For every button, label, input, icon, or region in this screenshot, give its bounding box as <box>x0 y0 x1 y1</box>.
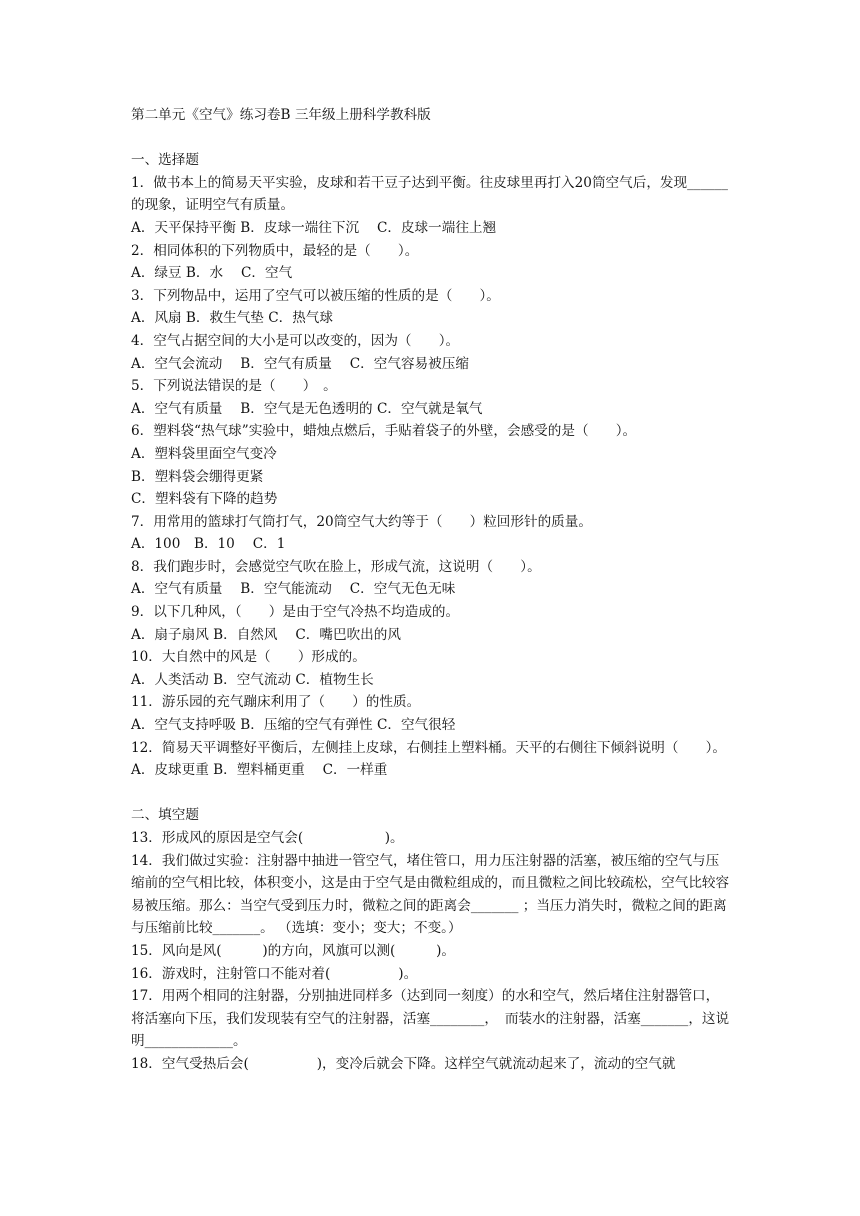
question-14: 14．我们做过实验：注射器中抽进一管空气，堵住管口，用力压注射器的活塞，被压缩的空气与压缩前的空气相比较，体积变小，这是由于空气是由微粒组成的，而且微粒之间比较疏松，空气比较容易被压缩。那么：当空气受到压力时，微粒之间的距离会_______ ；当压力消失时，微粒之间的距离与压缩前比较_______。 （选填：变小；变大；不变。） <box>131 852 730 937</box>
section-heading-choice: 一、选择题 <box>131 152 199 169</box>
options-7: A．100 B．10 C．1 <box>131 536 286 553</box>
section-spacer <box>131 782 731 805</box>
options-6b: B．塑料袋会绷得更紧 <box>131 468 264 485</box>
question-2: 2．相同体积的下列物质中，最轻的是（ ）。 <box>131 242 419 259</box>
question-1: 1．做书本上的简易天平实验，皮球和若干豆子达到平衡。往皮球里再打入20筒空气后，发现______的现象，证明空气有质量。 <box>131 174 728 214</box>
document-title: 第二单元《空气》练习卷B 三年级上册科学教科版 <box>131 107 431 123</box>
question-16: 16．游戏时，注射管口不能对着( )。 <box>131 965 418 982</box>
options-12: A．皮球更重 B．塑料桶更重 C．一样重 <box>131 762 388 779</box>
options-9: A．扇子扇风 B．自然风 C．嘴巴吹出的风 <box>131 626 401 643</box>
question-3: 3．下列物品中，运用了空气可以被压缩的性质的是（ ）。 <box>131 287 500 304</box>
question-15: 15．风向是风( )的方向，风旗可以测( )。 <box>131 942 455 959</box>
options-2: A．绿豆 B．水 C．空气 <box>131 265 293 282</box>
section-heading-fill: 二、填空题 <box>131 807 199 824</box>
question-13: 13．形成风的原因是空气会( )。 <box>131 830 404 846</box>
options-1: A．天平保持平衡 B．皮球一端往下沉 C．皮球一端往上翘 <box>131 219 497 236</box>
document-body <box>131 104 731 1076</box>
options-6c: C．塑料袋有下降的趋势 <box>131 491 278 508</box>
options-5: A．空气有质量 B．空气是无色透明的 C．空气就是氧气 <box>131 400 483 417</box>
question-11: 11．游乐园的充气蹦床利用了（ ）的性质。 <box>131 694 421 711</box>
question-9: 9．以下几种风，（ ）是由于空气冷热不均造成的。 <box>131 604 460 621</box>
question-10: 10．大自然中的风是（ ）形成的。 <box>131 649 366 666</box>
question-18: 18．空气受热后会( )，变冷后就会下降。这样空气就流动起来了，流动的空气就 <box>131 1055 676 1072</box>
options-3: A．风扇 B．救生气垫 C．热气球 <box>131 310 333 327</box>
question-8: 8．我们跑步时，会感觉空气吹在脸上，形成气流，这说明（ ）。 <box>131 558 541 575</box>
question-7: 7．用常用的篮球打气筒打气，20筒空气大约等于（ ）粒回形针的质量。 <box>131 513 592 530</box>
options-6a: A．塑料袋里面空气变冷 <box>131 445 277 462</box>
question-17: 17．用两个相同的注射器，分别抽进同样多（达到同一刻度）的水和空气，然后堵住注射器管口，将活塞向下压，我们发现装有空气的注射器，活塞________， 而装水的注射器，活塞_______，这说明_____________。 <box>131 988 730 1050</box>
question-4: 4．空气占据空间的大小是可以改变的，因为（ ）。 <box>131 332 460 349</box>
options-4: A．空气会流动 B．空气有质量 C．空气容易被压缩 <box>131 355 469 372</box>
options-11: A．空气支持呼吸 B．压缩的空气有弹性 C．空气很轻 <box>131 717 456 734</box>
options-8: A．空气有质量 B．空气能流动 C．空气无色无味 <box>131 581 456 598</box>
question-6: 6．塑料袋“热气球”实验中，蜡烛点燃后，手贴着袋子的外壁，会感受的是（ ）。 <box>131 423 637 440</box>
question-12: 12．简易天平调整好平衡后，左侧挂上皮球，右侧挂上塑料桶。天平的右侧往下倾斜说明（ ）。 <box>131 739 727 756</box>
options-10: A．人类活动 B．空气流动 C．植物生长 <box>131 671 374 688</box>
question-5: 5．下列说法错误的是（ ） 。 <box>131 378 337 395</box>
